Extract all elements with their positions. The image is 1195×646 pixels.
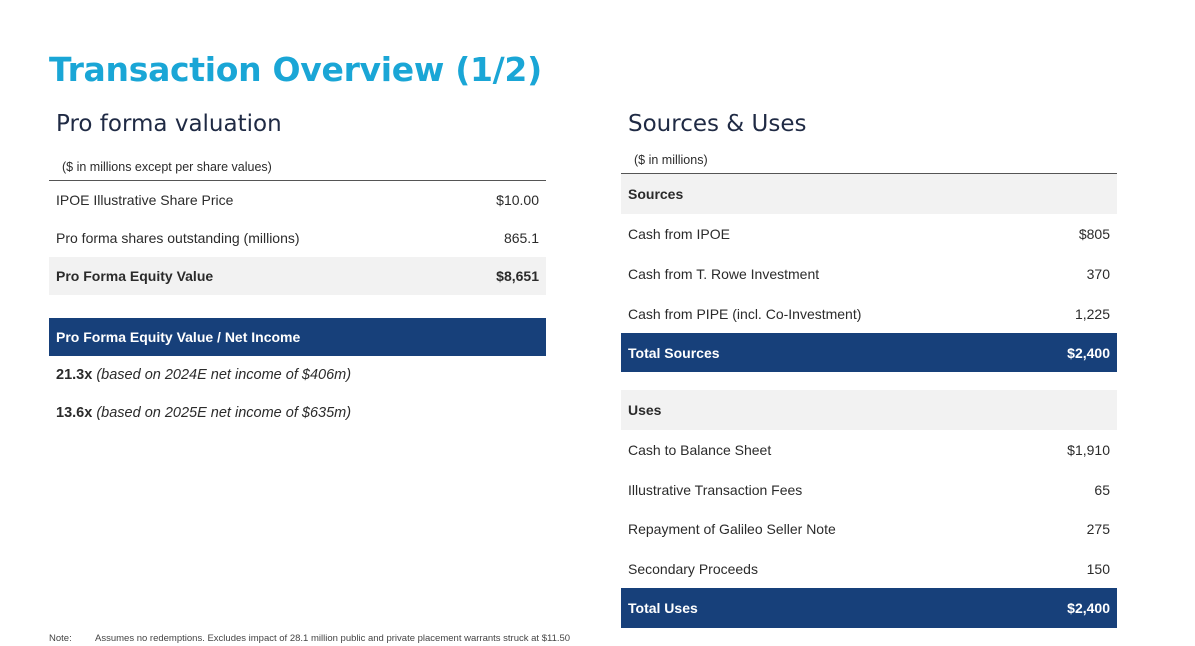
- valuation-row-share-price: [49, 181, 546, 219]
- multiples-section: [49, 318, 546, 432]
- row-value: 370: [1086, 266, 1110, 282]
- row-label: Pro forma shares outstanding (millions): [56, 230, 300, 246]
- multiple-value: 13.6x: [56, 405, 93, 421]
- total-sources-row: [621, 333, 1117, 372]
- row-value: 65: [1094, 481, 1110, 498]
- valuation-row-equity-value: [49, 257, 546, 295]
- multiple-desc: (based on 2025E net income of $635m): [96, 405, 352, 421]
- row-value: $10.00: [496, 192, 539, 208]
- sources-uses-table: [621, 173, 1117, 372]
- source-row: [621, 214, 1117, 254]
- row-label: IPOE Illustrative Share Price: [56, 192, 234, 208]
- total-uses-row: [621, 588, 1117, 628]
- sources-header-label: Sources: [628, 186, 684, 202]
- uses-table: [621, 390, 1117, 628]
- row-label: Pro Forma Equity Value: [56, 268, 214, 284]
- multiple-2024: [49, 356, 546, 394]
- source-row: [621, 254, 1117, 294]
- multiple-2025: [49, 394, 546, 432]
- uses-header: [621, 390, 1117, 430]
- row-label: Cash from T. Rowe Investment: [628, 266, 820, 282]
- valuation-subnote: ($ in millions except per share values): [62, 160, 272, 174]
- use-row: [621, 549, 1117, 588]
- sources-header: [621, 174, 1117, 214]
- row-value: $1,910: [1067, 442, 1110, 458]
- footnote-label: Note:: [49, 633, 72, 644]
- multiple-desc: (based on 2024E net income of $406m): [96, 367, 352, 383]
- sources-uses-heading: Sources & Uses: [628, 111, 807, 137]
- row-value: $8,651: [496, 268, 539, 284]
- row-value: 1,225: [1074, 305, 1110, 322]
- row-value: $2,400: [1067, 600, 1110, 616]
- source-row: [621, 294, 1117, 333]
- multiples-header: [49, 318, 546, 356]
- sources-uses-subnote: ($ in millions): [634, 153, 708, 167]
- row-label: Total Sources: [628, 344, 720, 361]
- use-row: [621, 430, 1117, 470]
- row-label: Repayment of Galileo Seller Note: [628, 521, 836, 537]
- footnote: [49, 633, 570, 644]
- use-row: [621, 470, 1117, 509]
- use-row: [621, 509, 1117, 549]
- row-label: Cash from IPOE: [628, 226, 730, 242]
- row-value: 275: [1086, 521, 1110, 537]
- footnote-text: Assumes no redemptions. Excludes impact of 28.1 million public and private placement warrants struck at $11.50: [95, 633, 571, 644]
- valuation-heading: Pro forma valuation: [56, 111, 282, 137]
- row-value: $2,400: [1067, 344, 1110, 361]
- row-value: 865.1: [503, 230, 539, 246]
- row-label: Cash to Balance Sheet: [628, 442, 772, 458]
- multiples-header-label: Pro Forma Equity Value / Net Income: [56, 329, 301, 345]
- row-label: Illustrative Transaction Fees: [628, 481, 803, 498]
- row-label: Total Uses: [628, 600, 698, 616]
- multiple-value: 21.3x: [56, 367, 93, 383]
- valuation-row-shares-outstanding: [49, 219, 546, 257]
- row-label: Cash from PIPE (incl. Co-Investment): [628, 305, 862, 322]
- page-title: Transaction Overview (1/2): [49, 50, 542, 89]
- valuation-table: [49, 180, 546, 295]
- row-value: $805: [1078, 226, 1110, 242]
- row-label: Secondary Proceeds: [628, 560, 758, 577]
- row-value: 150: [1086, 560, 1110, 577]
- uses-header-label: Uses: [628, 402, 662, 418]
